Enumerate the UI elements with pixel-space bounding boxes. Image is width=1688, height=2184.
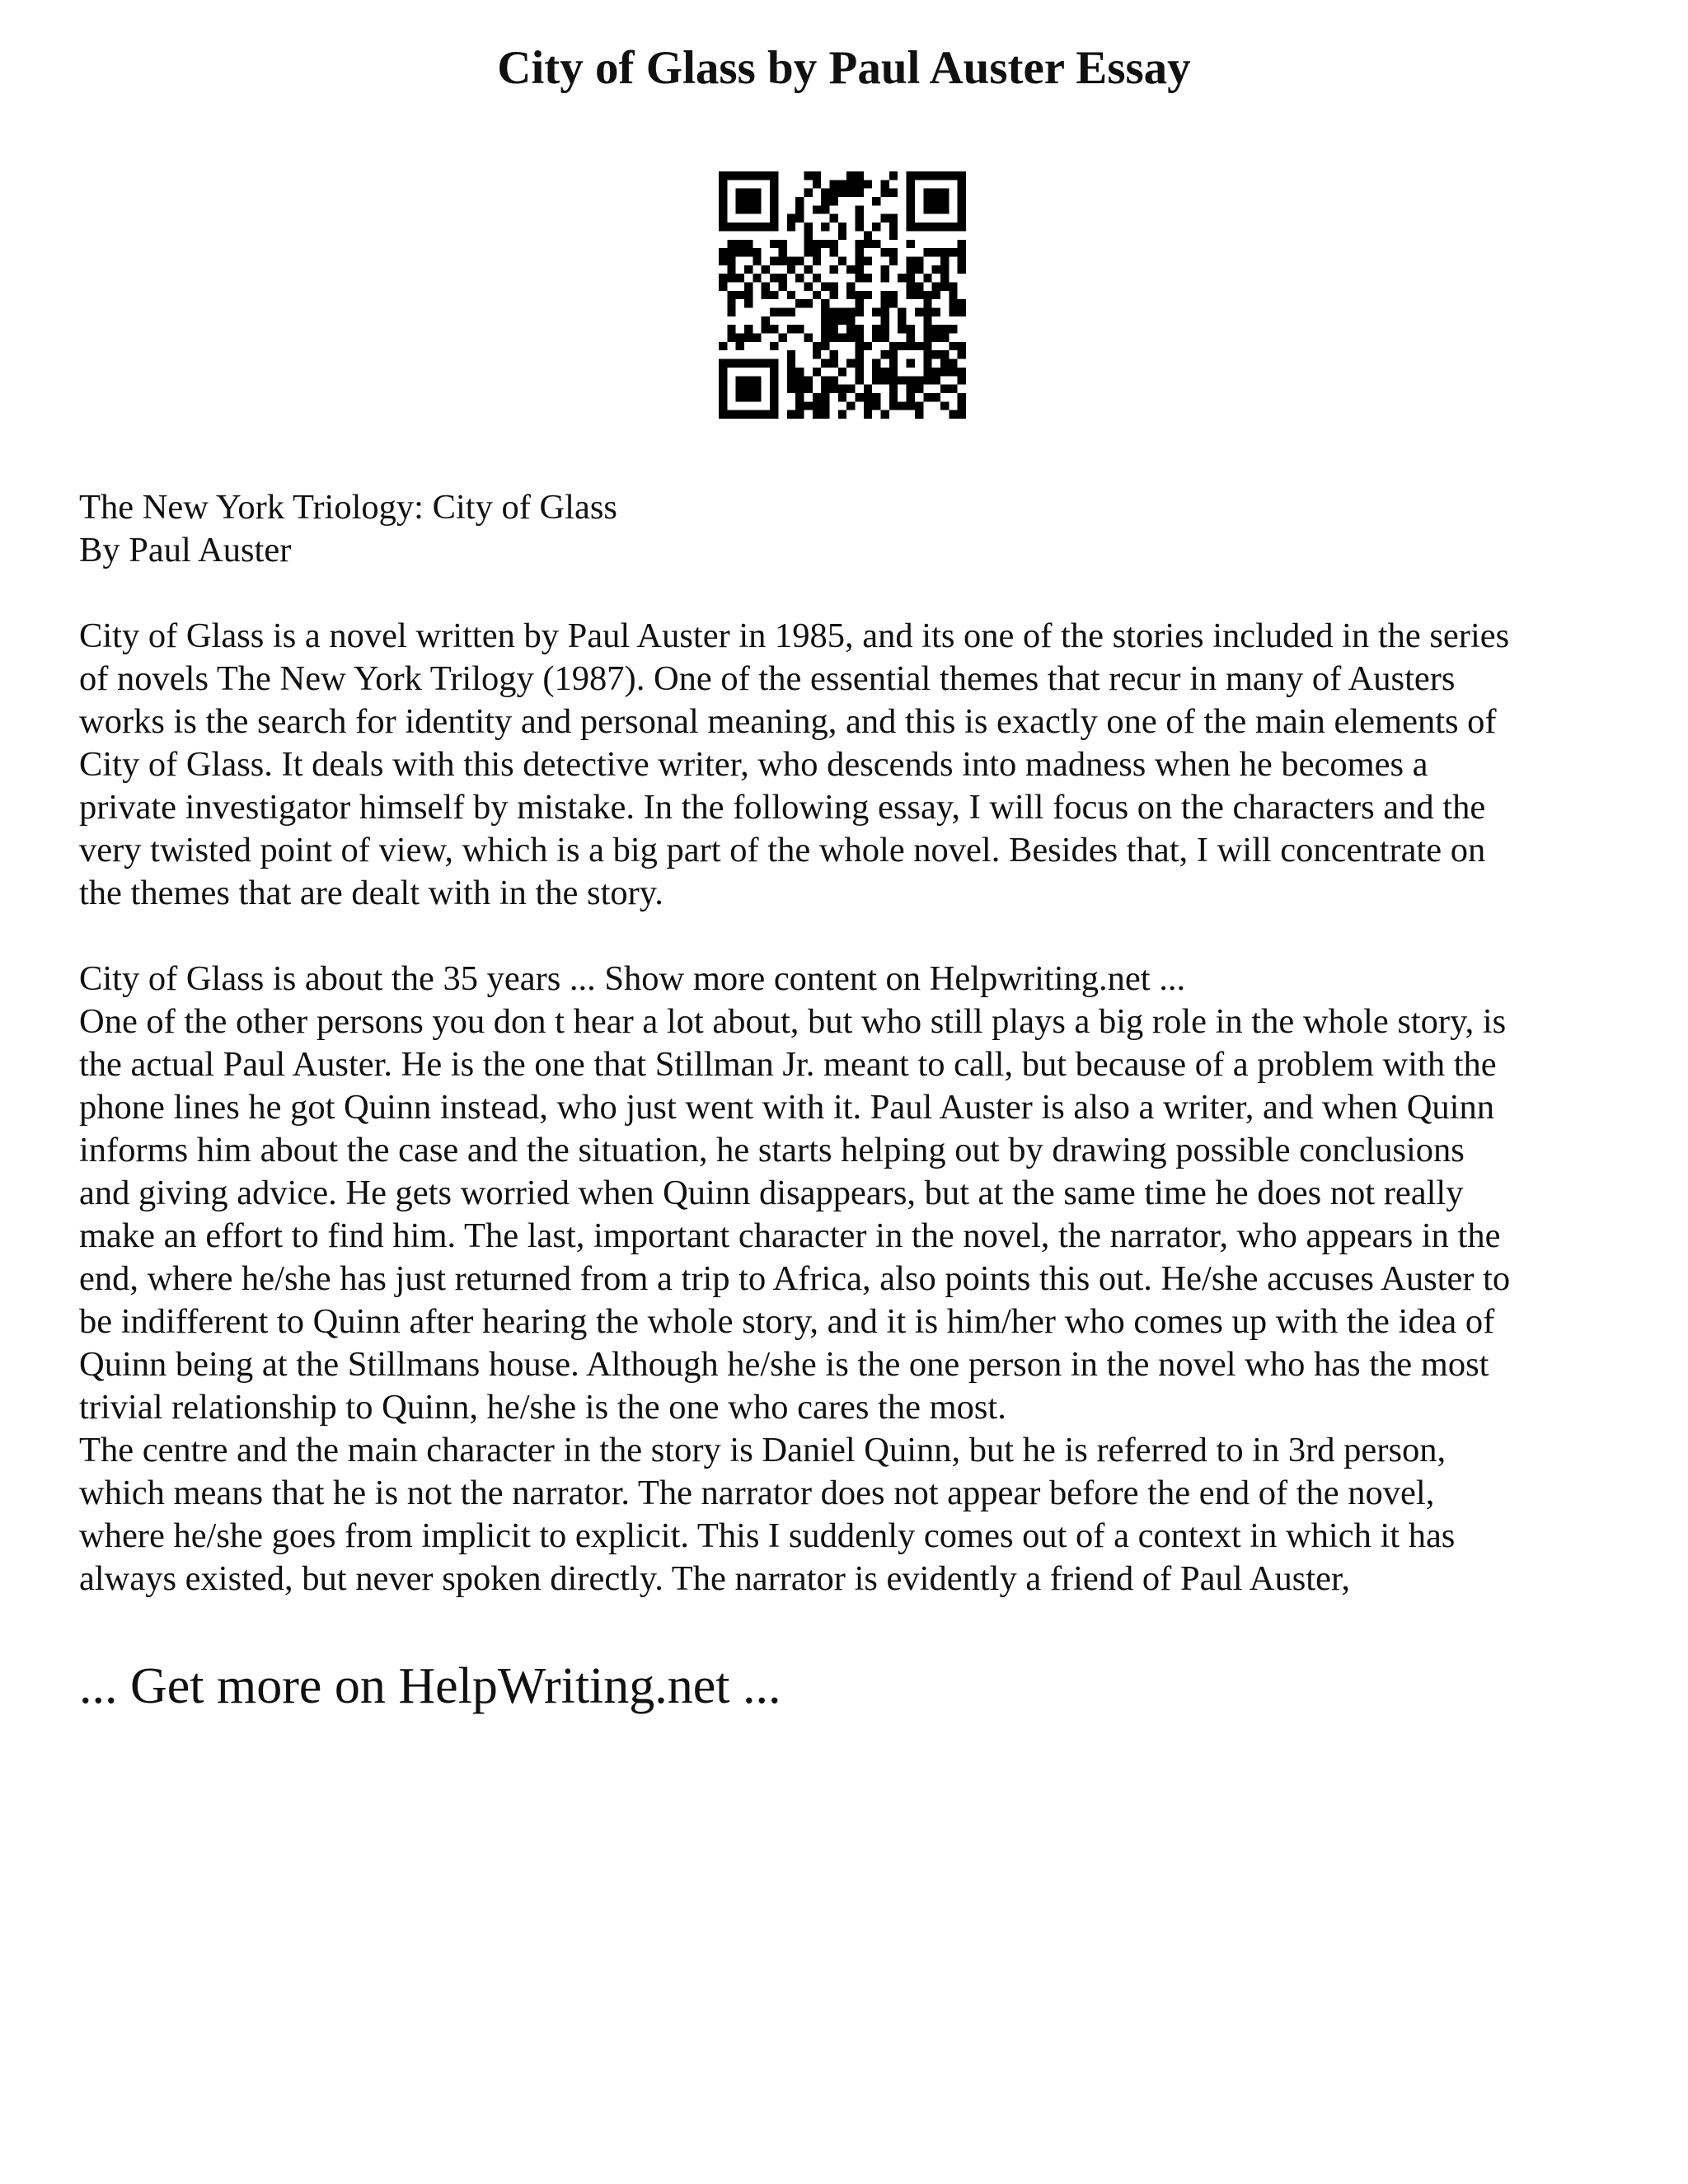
paragraph-body — [79, 958, 1629, 1601]
text-line: always existed, but never spoken directly. The narrator is evidently a friend of Paul Auster, — [79, 1559, 1351, 1598]
text-line: City of Glass is about the 35 years ... Show more content on Helpwriting.net ... — [79, 959, 1186, 998]
text-line: works is the search for identity and personal meaning, and this is exactly one of the main elements of — [79, 702, 1497, 741]
text-line: City of Glass is a novel written by Paul Auster in 1985, and its one of the stories included in the series — [79, 616, 1510, 655]
text-line: phone lines he got Quinn instead, who just went with it. Paul Auster is also a writer, and when Quinn — [79, 1088, 1494, 1127]
text-line: private investigator himself by mistake. In the following essay, I will focus on the characters and the — [79, 788, 1486, 827]
text-line: which means that he is not the narrator. The narrator does not appear before the end of the novel, — [79, 1474, 1435, 1512]
paragraph-intro — [79, 615, 1629, 915]
text-line: the actual Paul Auster. He is the one that Stillman Jr. meant to call, but because of a problem with the — [79, 1045, 1497, 1084]
text-line: One of the other persons you don t hear a lot about, but who still plays a big role in the whole story, is — [79, 1002, 1507, 1041]
text-line: very twisted point of view, which is a big part of the whole novel. Besides that, I will concentrate on — [79, 831, 1486, 869]
get-more-link[interactable]: ... Get more on HelpWriting.net ... — [79, 1658, 781, 1714]
text-line: City of Glass. It deals with this detective writer, who descends into madness when he becomes a — [79, 745, 1428, 784]
text-line: Quinn being at the Stillmans house. Although he/she is the one person in the novel who has the most — [79, 1345, 1489, 1384]
text-line: The centre and the main character in the story is Daniel Quinn, but he is referred to in 3rd person, — [79, 1431, 1447, 1469]
text-line: end, where he/she has just returned from a trip to Africa, also points this out. He/she accuses Auster to — [79, 1259, 1511, 1298]
text-line: and giving advice. He gets worried when Quinn disappears, but at the same time he does not really — [79, 1174, 1464, 1212]
qr-code-image — [719, 171, 966, 419]
text-line: make an effort to find him. The last, important character in the novel, the narrator, who appears in the — [79, 1216, 1501, 1255]
document-heading — [79, 486, 1629, 572]
text-line: the themes that are dealt with in the story. — [79, 874, 663, 912]
text-line: where he/she goes from implicit to explicit. This I suddenly comes out of a context in which it has — [79, 1516, 1456, 1555]
heading-line: The New York Triology: City of Glass — [79, 488, 617, 527]
page-title: City of Glass by Paul Auster Essay — [497, 42, 1191, 94]
text-line: trivial relationship to Quinn, he/she is the one who cares the most. — [79, 1388, 1006, 1427]
text-line: be indifferent to Quinn after hearing the whole story, and it is him/her who comes up with the idea of — [79, 1302, 1495, 1341]
heading-line: By Paul Auster — [79, 531, 292, 569]
text-line: of novels The New York Trilogy (1987). One of the essential themes that recur in many of Austers — [79, 659, 1456, 698]
text-line: informs him about the case and the situation, he starts helping out by drawing possible conclusions — [79, 1131, 1465, 1169]
